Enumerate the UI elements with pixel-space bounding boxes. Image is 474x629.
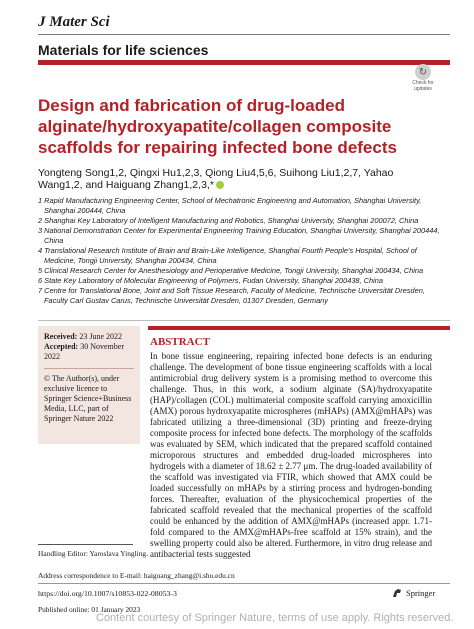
received-label: Received: [44,332,78,341]
dates-block [44,332,134,362]
footnote-rule [38,544,133,545]
orcid-icon[interactable] [216,181,224,189]
article-info-sidebar [38,326,140,444]
article-title: Design and fabrication of drug-loaded alginate/hydroxyapatite/collagen composite scaffolds for repairing infected bone defects [38,96,397,157]
publication-date: Published online: 01 January 2023 [38,605,141,614]
correspondence: Address correspondence to E-mail: haiguang_zhang@i.shu.edu.cn [38,571,235,580]
author-names: Yongteng Song1,2, Qingxi Hu1,2,3, Qiong Liu4,5,6, Suihong Liu1,2,7, Yahao Wang1,2, and Haiguang Zhang1,2,3,* [38,167,394,191]
affiliation-item: 4 Translational Research Institute of Brain and Brain-Like Intelligence, Shanghai Fourth People's Hospital, School of Medicine, Tongji University, Shanghai 200434, China [38,246,417,265]
doi-link[interactable]: https://doi.org/10.1007/s10853-022-08053-3 [38,589,177,598]
header-divider [38,34,450,35]
license-text: © The Author(s), under exclusive licence to Springer Science+Business Media, LLC, part of Springer Nature 2022 [44,374,132,423]
check-updates-badge[interactable] [406,64,440,92]
section-rule [38,60,450,65]
abstract-rule [148,326,450,330]
courtesy-watermark: Content courtesy of Springer Nature, terms of use apply. Rights reserved. [96,612,454,624]
springer-horse-icon [391,587,403,599]
author-list [38,167,438,191]
footer-divider [38,583,450,584]
handling-editor: Handling Editor: Yaroslava Yingling. [38,549,148,558]
received-date: 23 June 2022 [79,332,122,341]
accepted-label: Accepted: [44,342,79,351]
check-updates-label: Check for updates [412,80,434,92]
affiliation-item: 7 Centre for Translational Bone, Joint and Soft Tissue Research, Faculty of Medicine, Technische Universität Dresden, Faculty Carl Gustav Carus, Technische Universität Dresden, 01307 Dresden, Germany [38,286,425,305]
publisher-logo [391,587,435,599]
accepted-line [44,342,134,362]
affiliation-item: 1 Rapid Manufacturing Engineering Center, School of Mechatronic Engineering and Automation, Shanghai University, Shanghai 200444, China [38,196,422,215]
abstract-heading: ABSTRACT [150,336,210,348]
affiliation-item: 2 Shanghai Key Laboratory of Intelligent Manufacturing and Robotics, Shanghai University, Shanghai 200072, China [38,216,419,225]
received-line [44,332,134,342]
journal-name: J Mater Sci [38,14,110,30]
check-updates-icon: ↻ [415,64,431,80]
section-heading: Materials for life sciences [38,42,209,58]
abstract-text: In bone tissue engineering, repairing infected bone defects is an enduring challenge. The development of bone tissue engineering scaffolds with a local antimicrobial drug delivery system is a promising method to overcome this challenge. Thus, in this work, a sodium alginate (SA)/hydroxyapatite (HAP)/collagen (COL) multimaterial composite scaffold carrying amoxicillin (AMX) porous hydroxyapatite microspheres (mHAPs) (AMX@mHAPs) was fabricated utilizing a three-dimensional (3D) printing and freeze-drying composite process for infected bone defects. The morphology of the scaffolds was evaluated by SEM, which indicated that the prepared scaffold contained microporous structures and embedded drug-loaded microspheres into hydrogels with a diameter of 18.62 ± 2.77 μm. The drug-loaded availability of the scaffold was investigated via FTIR, which showed that AMX could be loaded successfully on mHAPs by a stirring process and hydrogen-bonding forces. Thereafter, evaluation of the physicochemical properties of the fabricated scaffold revealed that the mechanical properties of the scaffold could be enhanced by the addition of AMX@mHAPs (increased appr. 1.71-fold compared to the AMX@mHAPs-free scaffold at 15% strain), and the swelling property could also be altered. Furthermore, in vitro drug release and antibacterial tests suggested [150,351,432,559]
sidebar-divider [44,368,134,369]
content-divider [38,320,450,321]
affiliation-item: 3 National Demonstration Center for Experimental Engineering Training Education, Shanghai University, Shanghai 200444, China [38,226,440,245]
publisher-name: Springer [406,588,436,598]
affiliations [38,196,448,306]
affiliation-item: 5 Clinical Research Center for Anesthesiology and Perioperative Medicine, Tongji University, Shanghai 200434, China [38,266,424,275]
accepted-date: 30 November 2022 [44,342,124,361]
affiliation-item: 6 State Key Laboratory of Molecular Engineering of Polymers, Fudan University, Shanghai 200438, China [38,276,383,285]
